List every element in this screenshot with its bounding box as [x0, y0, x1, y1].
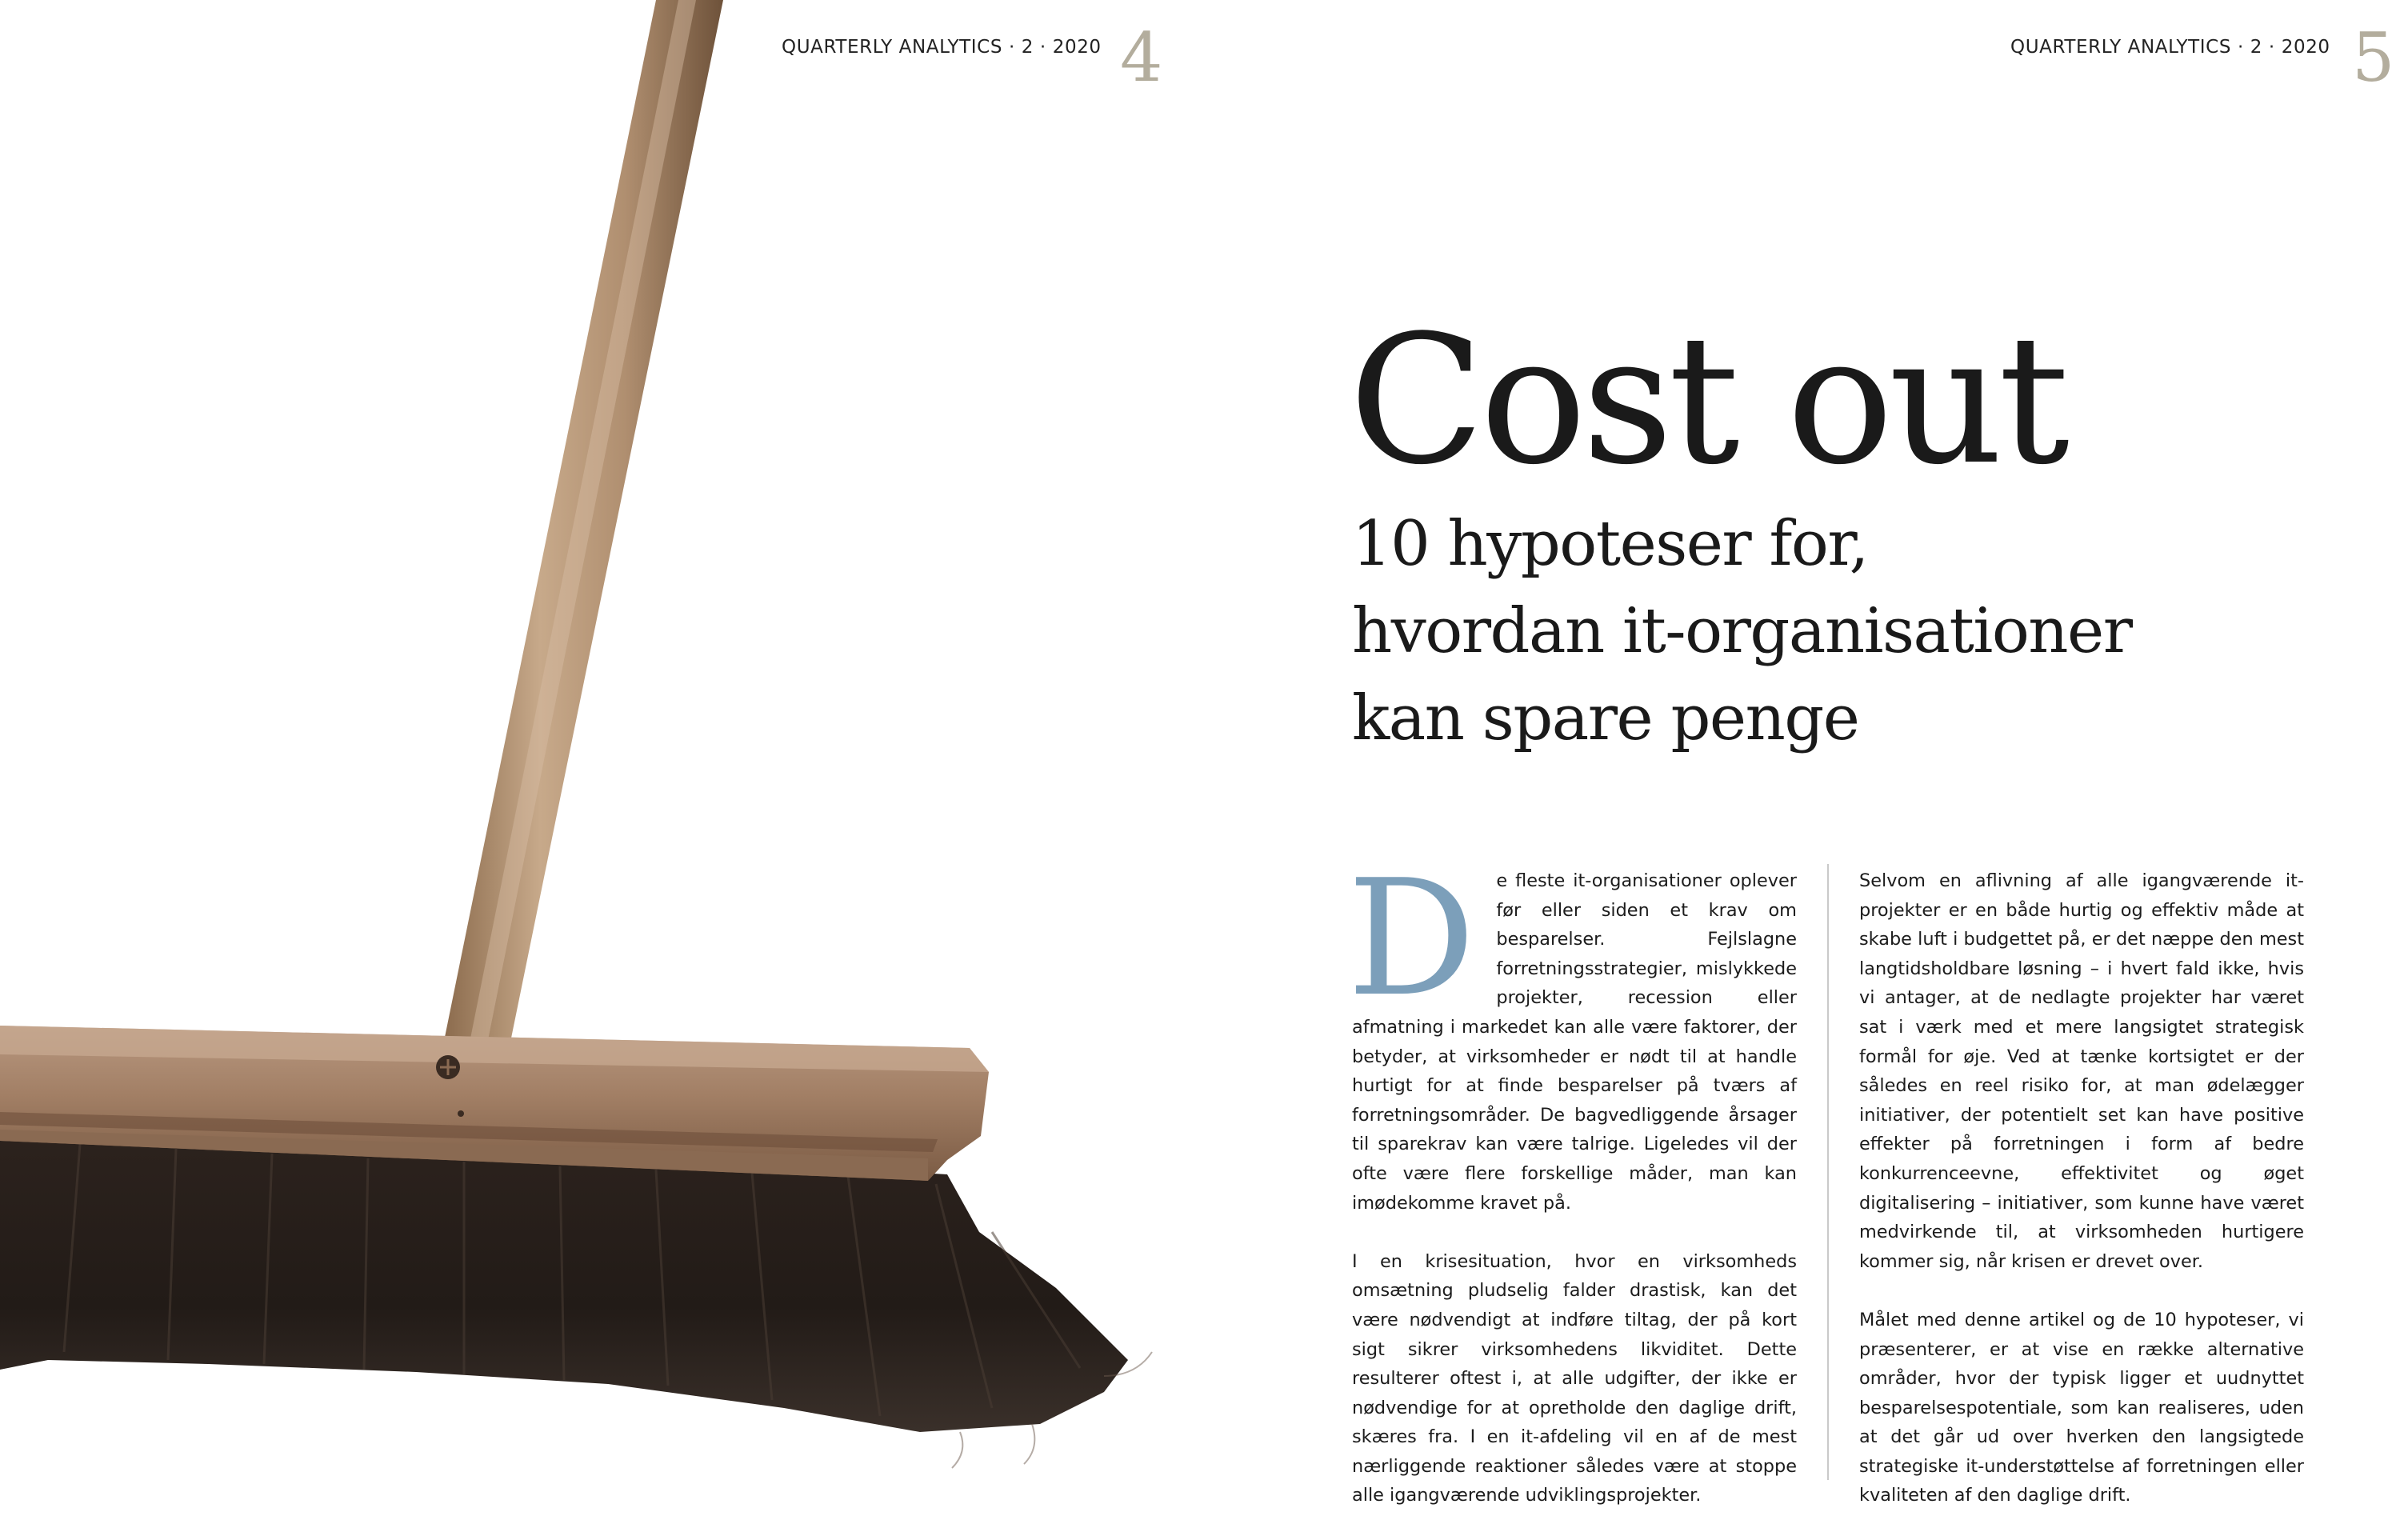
body-paragraph: Målet med denne artikel og de 10 hypoteser, vi præsenterer, er at vise en række alternative områder, hvor der typisk ligger et uudnyttet besparelsespotentiale, som kan realiseres, uden at det går ud over hverken den langsigtede strategiske it-understøttelse af forretningen eller kvaliteten af den daglige drift. [1859, 1309, 2304, 1506]
column-divider [1827, 864, 1829, 1480]
paragraph-text: e fleste it-organisationer oplever før eller siden et krav om besparelser. Fejlslagne forretningsstrategier, mislykkede projekter, recession eller afmatning i markedet kan alle være faktorer, der betyder, at virksomheder er nødt til at handle hurtigt for at finde besparelser på tværs af forretningsområder. De bagvedliggende årsager til sparekrav kan være talrige. Ligeledes vil der ofte være flere forskellige måder, man kan imødekomme kravet på. [1352, 870, 1797, 1214]
running-head-right: QUARTERLY ANALYTICS · 2 · 2020 [2010, 37, 2330, 58]
broom-photo [0, 0, 1200, 1518]
drop-cap: D [1347, 846, 1476, 1032]
body-paragraph: Selvom en aflivning af alle igangværende it-projekter er en både hurtig og effektiv måde at skabe luft i budgettet på, er det næppe den mest langtidsholdbare løsning – i hvert fald ikke, hvis vi antager, at de nedlagte projekter har været sat i værk med et mere langsigtet strategisk formål for øje. Ved at tænke kortsigtet er der således en reel risiko for, at man ødelægger initiativer, der potentielt set kan have positive effekter på forretningen i form af bedre konkurrenceevne, effektivitet og øget digitalisering – initiativer, som kunne have været medvirkende til, at virksomheden hurtigere kommer sig, når krisen er drevet over. [1859, 870, 2304, 1272]
running-head-left: QUARTERLY ANALYTICS · 2 · 2020 [782, 37, 1102, 58]
body-column-2 [1859, 866, 2304, 1540]
page-number-left: 4 [1120, 18, 1163, 97]
page-number-right: 5 [2352, 18, 2395, 97]
article-subtitle [1352, 501, 2328, 762]
body-paragraph [1347, 846, 1797, 1218]
subtitle-line: kan spare penge [1352, 682, 1859, 754]
body-paragraph: I en krisesituation, hvor en virksomheds omsætning pludselig falder drastisk, kan det være nødvendigt at indføre tiltag, der på kort sigt sikrer virksomhedens likviditet. Dette resulterer oftest i, at alle udgifter, der ikke er nødvendige for at opretholde den daglige drift, skæres fra. I en it-afdeling vil en af de mest nærliggende reaktioner således være at stoppe alle igangværende udviklingsprojekter. [1352, 1250, 1797, 1506]
subtitle-line: hvordan it-organisationer [1352, 595, 2132, 667]
body-column-1 [1347, 846, 1797, 1540]
article-title: Cost out [1349, 298, 2066, 504]
subtitle-line: 10 hypoteser for, [1352, 508, 1868, 580]
